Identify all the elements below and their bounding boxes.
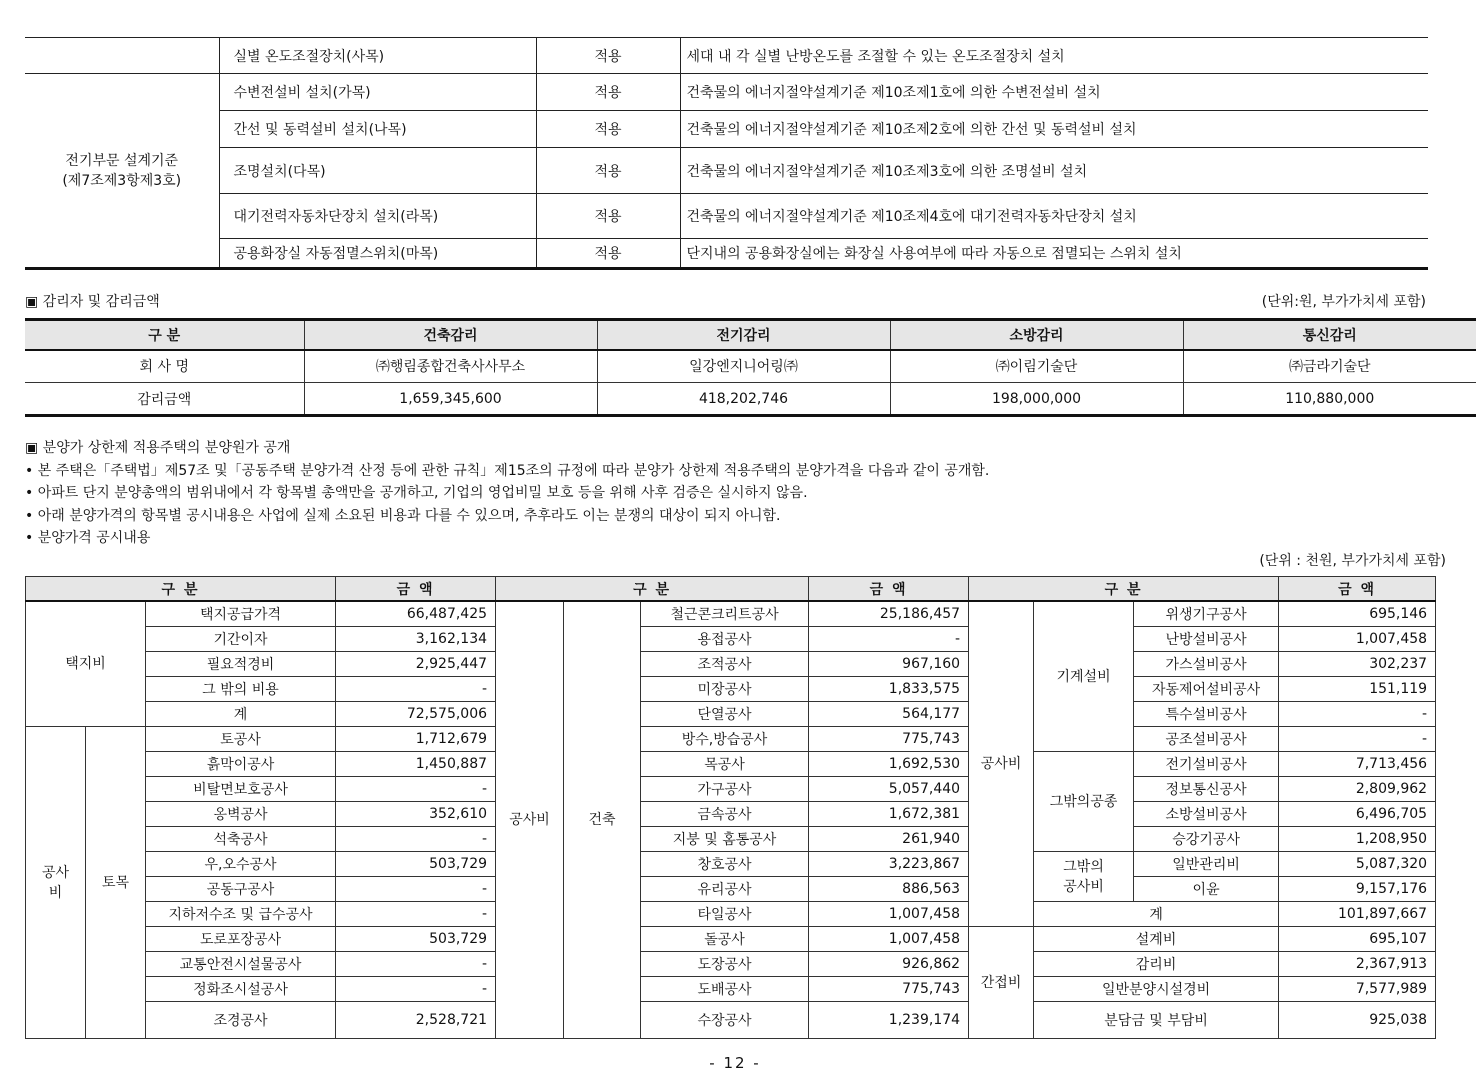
cost-item-name: 유리공사 bbox=[641, 877, 809, 902]
amount-cell: 198,000,000 bbox=[890, 383, 1183, 416]
cost-item-name: 설계비 bbox=[1034, 927, 1279, 952]
header-electric: 전기감리 bbox=[597, 320, 890, 350]
cost-item-name: 비탈면보호공사 bbox=[146, 777, 336, 802]
cost-item-name: 타일공사 bbox=[641, 902, 809, 927]
cost-item-value: 151,119 bbox=[1279, 677, 1436, 702]
cost-item-value: 7,713,456 bbox=[1279, 752, 1436, 777]
header-gubun: 구 분 bbox=[25, 320, 304, 350]
bullet-item: • 아파트 단지 분양총액의 범위내에서 각 항목별 총액만을 공개하고, 기업의 영업비밀 보호 등을 위해 사후 검증은 실시하지 않음. bbox=[25, 485, 808, 502]
cost-item-name: 자동제어설비공사 bbox=[1134, 677, 1279, 702]
cost-item-value: - bbox=[336, 902, 496, 927]
group-label-cell bbox=[25, 74, 219, 269]
cost-item-name: 도장공사 bbox=[641, 952, 809, 977]
construction-label-1: 공사 bbox=[41, 864, 70, 881]
cost-item-name: 조적공사 bbox=[641, 652, 809, 677]
cost-item-name: 지하저수조 및 급수공사 bbox=[146, 902, 336, 927]
cost-item-name: 승강기공사 bbox=[1134, 827, 1279, 852]
apply-cell: 적용 bbox=[536, 38, 680, 74]
item-cell: 간선 및 동력설비 설치(나목) bbox=[219, 111, 536, 148]
header-architecture: 건축감리 bbox=[304, 320, 597, 350]
desc-cell: 건축물의 에너지절약설계기준 제10조제4호에 대기전력자동차단장치 설치 bbox=[680, 194, 1428, 239]
cost-item-name: 가구공사 bbox=[641, 777, 809, 802]
cost-item-name: 필요적경비 bbox=[146, 652, 336, 677]
desc-cell: 단지내의 공용화장실에는 화장실 사용여부에 따라 자동으로 점멸되는 스위치 설치 bbox=[680, 239, 1428, 269]
company-cell: ㈜금라기술단 bbox=[1183, 350, 1476, 383]
cost-item-name: 계 bbox=[146, 702, 336, 727]
item-cell: 실별 온도조절장치(사목) bbox=[219, 38, 536, 74]
cost-item-value: - bbox=[336, 777, 496, 802]
cost-item-value: 695,107 bbox=[1279, 927, 1436, 952]
cost-item-value: 695,146 bbox=[1279, 601, 1436, 627]
company-cell: 일강엔지니어링㈜ bbox=[597, 350, 890, 383]
cost-item-name: 분담금 및 부담비 bbox=[1034, 1002, 1279, 1039]
mechanical-label: 기계설비 bbox=[1034, 601, 1134, 752]
other-works-label: 그밖의공종 bbox=[1034, 752, 1134, 852]
item-cell: 공용화장실 자동점멸스위치(마목) bbox=[219, 239, 536, 269]
cost-item-value: - bbox=[336, 677, 496, 702]
amount-cell: 418,202,746 bbox=[597, 383, 890, 416]
apply-cell: 적용 bbox=[536, 74, 680, 111]
bullet-item: • 분양가격 공시내용 bbox=[25, 530, 151, 547]
land-cost-label: 택지비 bbox=[26, 601, 146, 727]
cost-item-value: 1,672,381 bbox=[809, 802, 969, 827]
company-cell: ㈜이림기술단 bbox=[890, 350, 1183, 383]
cost-item-value: 967,160 bbox=[809, 652, 969, 677]
cost-item-value: 72,575,006 bbox=[336, 702, 496, 727]
construction-label-2: 비 bbox=[48, 884, 63, 901]
cost-item-value: 1,833,575 bbox=[809, 677, 969, 702]
cost-item-name: 택지공급가격 bbox=[146, 601, 336, 627]
construction-cost-label bbox=[26, 727, 86, 1039]
header-amount: 금 액 bbox=[336, 577, 496, 602]
disclosure-title: ▣ 분양가 상한제 적용주택의 분양원가 공개 bbox=[25, 440, 291, 456]
cost-item-name: 소방설비공사 bbox=[1134, 802, 1279, 827]
cost-item-name: 수장공사 bbox=[641, 1002, 809, 1039]
header-amount: 금 액 bbox=[1279, 577, 1436, 602]
bullet-item: • 아래 분양가격의 항목별 공시내용은 사업에 실제 소요된 비용과 다를 수 있으며, 추후라도 이는 분쟁의 대상이 되지 아니함. bbox=[25, 507, 781, 524]
group-label-line2: (제7조제3항제3호) bbox=[62, 172, 182, 189]
cost-item-value: 2,367,913 bbox=[1279, 952, 1436, 977]
building-label: 건축 bbox=[564, 601, 641, 1039]
apply-cell: 적용 bbox=[536, 111, 680, 148]
amount-label: 감리금액 bbox=[25, 383, 304, 416]
disclosure-text bbox=[25, 437, 989, 550]
bullet-item: • 본 주택은「주택법」제57조 및「공동주택 분양가격 산정 등에 관한 규칙」제15조의 규정에 따라 분양가 상한제 적용주택의 분양가격을 다음과 같이 공개함. bbox=[25, 462, 990, 479]
indirect-cost-label: 간접비 bbox=[969, 927, 1034, 1039]
header-telecom: 통신감리 bbox=[1183, 320, 1476, 350]
cost-item-name: 일반관리비 bbox=[1134, 852, 1279, 877]
other-cost-label-2: 공사비 bbox=[1063, 878, 1104, 895]
header-amount: 금 액 bbox=[809, 577, 969, 602]
supervisor-table bbox=[25, 318, 1476, 417]
cost-item-name: 미장공사 bbox=[641, 677, 809, 702]
item-cell: 수변전설비 설치(가목) bbox=[219, 74, 536, 111]
header-fire: 소방감리 bbox=[890, 320, 1183, 350]
cost-item-value: 7,577,989 bbox=[1279, 977, 1436, 1002]
cost-item-value: 503,729 bbox=[336, 927, 496, 952]
cost-item-name: 지붕 및 홈통공사 bbox=[641, 827, 809, 852]
design-standard-table bbox=[25, 37, 1428, 270]
cost-item-value: 503,729 bbox=[336, 852, 496, 877]
cost-item-name: 흙막이공사 bbox=[146, 752, 336, 777]
total-value: 101,897,667 bbox=[1279, 902, 1436, 927]
cost-item-name: 석축공사 bbox=[146, 827, 336, 852]
cost-item-name: 토공사 bbox=[146, 727, 336, 752]
supervisor-title: ▣ 감리자 및 감리금액 bbox=[25, 294, 160, 310]
cost-item-name: 가스설비공사 bbox=[1134, 652, 1279, 677]
cost-item-name: 이윤 bbox=[1134, 877, 1279, 902]
cost-item-name: 금속공사 bbox=[641, 802, 809, 827]
cost-item-value: 775,743 bbox=[809, 977, 969, 1002]
cost-item-value: - bbox=[1279, 727, 1436, 752]
company-cell: ㈜행림종합건축사사무소 bbox=[304, 350, 597, 383]
civil-label: 토목 bbox=[86, 727, 146, 1039]
desc-cell: 세대 내 각 실별 난방온도를 조절할 수 있는 온도조절장치 설치 bbox=[680, 38, 1428, 74]
cost-item-name: 공조설비공사 bbox=[1134, 727, 1279, 752]
cost-item-value: 1,450,887 bbox=[336, 752, 496, 777]
cost-item-value: - bbox=[336, 877, 496, 902]
page-number: - 12 - bbox=[709, 1054, 761, 1072]
desc-cell: 건축물의 에너지절약설계기준 제10조제1호에 의한 수변전설비 설치 bbox=[680, 74, 1428, 111]
amount-cell: 110,880,000 bbox=[1183, 383, 1476, 416]
cost-item-value: 66,487,425 bbox=[336, 601, 496, 627]
cost-item-value: 1,692,530 bbox=[809, 752, 969, 777]
group-label-line1: 전기부문 설계기준 bbox=[65, 152, 179, 169]
cost-item-value: 1,007,458 bbox=[809, 902, 969, 927]
cost-item-value: 2,925,447 bbox=[336, 652, 496, 677]
cost-item-name: 감리비 bbox=[1034, 952, 1279, 977]
header-gubun: 구 분 bbox=[496, 577, 809, 602]
cost-item-name: 전기설비공사 bbox=[1134, 752, 1279, 777]
header-gubun: 구 분 bbox=[26, 577, 336, 602]
cost-item-name: 방수,방습공사 bbox=[641, 727, 809, 752]
cost-item-value: 926,862 bbox=[809, 952, 969, 977]
cost-item-value: 3,223,867 bbox=[809, 852, 969, 877]
cost-item-name: 우,오수공사 bbox=[146, 852, 336, 877]
cost-item-name: 창호공사 bbox=[641, 852, 809, 877]
cost-item-value: 302,237 bbox=[1279, 652, 1436, 677]
cost-item-name: 일반분양시설경비 bbox=[1034, 977, 1279, 1002]
header-gubun: 구 분 bbox=[969, 577, 1279, 602]
cost-item-value: 1,007,458 bbox=[1279, 627, 1436, 652]
cost-item-value: 25,186,457 bbox=[809, 601, 969, 627]
apply-cell: 적용 bbox=[536, 148, 680, 194]
cost-item-name: 공동구공사 bbox=[146, 877, 336, 902]
cost-item-value: - bbox=[336, 827, 496, 852]
desc-cell: 건축물의 에너지절약설계기준 제10조제3호에 의한 조명설비 설치 bbox=[680, 148, 1428, 194]
company-label: 회 사 명 bbox=[25, 350, 304, 383]
item-cell: 대기전력자동차단장치 설치(라목) bbox=[219, 194, 536, 239]
apply-cell: 적용 bbox=[536, 239, 680, 269]
cost-item-value: 1,208,950 bbox=[1279, 827, 1436, 852]
cost-item-name: 그 밖의 비용 bbox=[146, 677, 336, 702]
cost-unit: (단위 : 천원, 부가가치세 포함) bbox=[1259, 553, 1446, 569]
cost-item-value: - bbox=[336, 977, 496, 1002]
cost-item-value: 6,496,705 bbox=[1279, 802, 1436, 827]
cost-item-value: 261,940 bbox=[809, 827, 969, 852]
cost-item-name: 정화조시설공사 bbox=[146, 977, 336, 1002]
cost-item-name: 도로포장공사 bbox=[146, 927, 336, 952]
cost-item-name: 돌공사 bbox=[641, 927, 809, 952]
cost-item-value: 925,038 bbox=[1279, 1002, 1436, 1039]
cost-item-name: 기간이자 bbox=[146, 627, 336, 652]
item-cell: 조명설치(다목) bbox=[219, 148, 536, 194]
building-construction-label: 공사비 bbox=[496, 601, 564, 1039]
cost-item-name: 난방설비공사 bbox=[1134, 627, 1279, 652]
cost-item-name: 정보통신공사 bbox=[1134, 777, 1279, 802]
amount-cell: 1,659,345,600 bbox=[304, 383, 597, 416]
total-label: 계 bbox=[1034, 902, 1279, 927]
cost-item-name: 철근콘크리트공사 bbox=[641, 601, 809, 627]
group-cell-empty bbox=[25, 38, 219, 74]
cost-item-value: 886,563 bbox=[809, 877, 969, 902]
cost-item-value: 5,057,440 bbox=[809, 777, 969, 802]
right-construction-label: 공사비 bbox=[969, 601, 1034, 927]
cost-item-name: 단열공사 bbox=[641, 702, 809, 727]
cost-item-value: 3,162,134 bbox=[336, 627, 496, 652]
cost-item-value: - bbox=[1279, 702, 1436, 727]
cost-table bbox=[25, 576, 1436, 1039]
cost-item-value: 564,177 bbox=[809, 702, 969, 727]
cost-item-value: 5,087,320 bbox=[1279, 852, 1436, 877]
cost-item-value: 1,712,679 bbox=[336, 727, 496, 752]
cost-item-value: - bbox=[809, 627, 969, 652]
cost-item-value: 2,528,721 bbox=[336, 1002, 496, 1039]
supervisor-unit: (단위:원, 부가가치세 포함) bbox=[1261, 294, 1426, 310]
cost-item-name: 위생기구공사 bbox=[1134, 601, 1279, 627]
cost-item-value: 775,743 bbox=[809, 727, 969, 752]
cost-item-name: 교통안전시설물공사 bbox=[146, 952, 336, 977]
cost-item-name: 옹벽공사 bbox=[146, 802, 336, 827]
apply-cell: 적용 bbox=[536, 194, 680, 239]
cost-item-value: 2,809,962 bbox=[1279, 777, 1436, 802]
cost-item-name: 목공사 bbox=[641, 752, 809, 777]
cost-item-name: 용접공사 bbox=[641, 627, 809, 652]
cost-item-name: 특수설비공사 bbox=[1134, 702, 1279, 727]
cost-item-name: 조경공사 bbox=[146, 1002, 336, 1039]
cost-item-value: 1,007,458 bbox=[809, 927, 969, 952]
cost-item-value: 9,157,176 bbox=[1279, 877, 1436, 902]
other-cost-label bbox=[1034, 852, 1134, 902]
cost-item-value: 1,239,174 bbox=[809, 1002, 969, 1039]
cost-item-name: 도배공사 bbox=[641, 977, 809, 1002]
desc-cell: 건축물의 에너지절약설계기준 제10조제2호에 의한 간선 및 동력설비 설치 bbox=[680, 111, 1428, 148]
cost-item-value: 352,610 bbox=[336, 802, 496, 827]
other-cost-label-1: 그밖의 bbox=[1063, 858, 1104, 875]
cost-item-value: - bbox=[336, 952, 496, 977]
